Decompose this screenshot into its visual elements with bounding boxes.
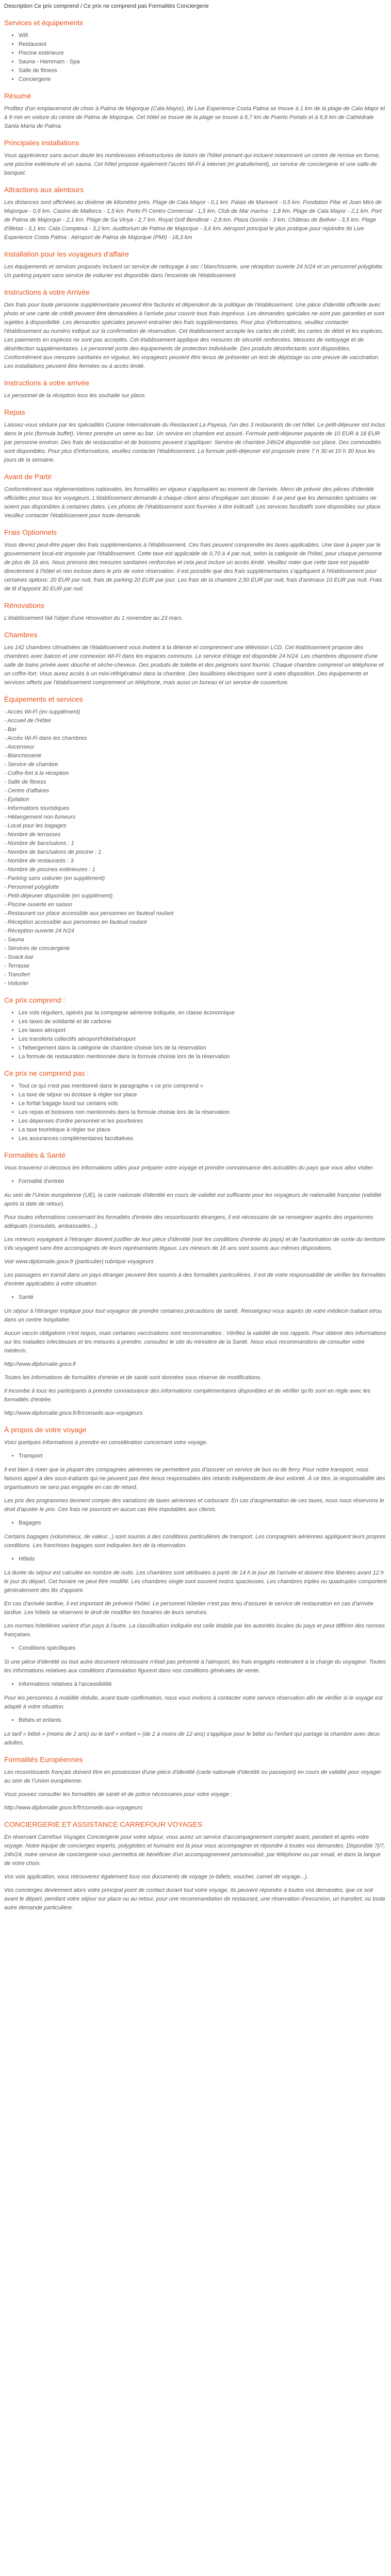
formalite-subtitle: • Formalité d'entrée [19, 1177, 387, 1186]
source-text: Voir www.diplomatie.gouv.fr (particulier) rubrique voyageurs [4, 1259, 154, 1265]
formalite-etr-text: Pour toutes informations concernant les formalités d'entrée des ressortissants étrangers, il est nécessaire de se renseigner auprès des organismes adéquats (consulats, ambassades...). [4, 1214, 373, 1229]
list-item: • La formule de restauration mentionnée dans la formule choisie lors de la réservation [19, 1053, 387, 1061]
sante-text: Un séjour à l'étranger implique pour tout voyageur de prendre certaines précautions de santé. Renseignez-vous auprès de votre médecin traitant et/ou dans un centre hospitalier. [4, 1308, 382, 1323]
transport-subtitle: • Transport [19, 1452, 387, 1461]
list-item: • Les vols réguliers, opérés par la compagnie aérienne indiquée, en classe économique [19, 1009, 387, 1018]
renovations-title: Rénovations [4, 601, 44, 609]
hotels-text2: En cas d'arrivée tardive, il est important de prévenir l'hôtel. Le personnel hôtelier n'est pas tenu d'assurer le service de restauration en cas d'arrivée tardive. Les hôtels se réservent le droit de modifier les horaires de leurs services. [4, 1601, 374, 1616]
prix-exclus-title: Ce prix ne comprend pas : [4, 1069, 89, 1077]
formalite-subtitle-list [4, 1177, 387, 1186]
prix-inclus-list [4, 1009, 387, 1061]
list-item: • La taxe touristique à régler sur place [19, 1126, 387, 1134]
resume-title: Résumé [4, 92, 31, 100]
formalite-eu-link[interactable]: http://www.diplomatie.gouv.fr/fr/conseils-aux-voyageurs [4, 1805, 143, 1811]
list-item: • Les taxes aéroport [19, 1026, 387, 1035]
passager-text: Les passagers en transit dans un pays étranger peuvent être soumis à des formalités particulières. Il est de votre responsabilité de vérifier les formalités d'entrée applicables à votre situation. [4, 1272, 386, 1287]
chambres-title: Chambres [4, 631, 38, 639]
frais-optionnels-title: Frais Optionnels [4, 528, 57, 536]
list-item: • La taxe de séjour ou écotaxe à régler sur place [19, 1091, 387, 1099]
formalites-intro: Vous trouverez ci-dessous les informations utiles pour préparer votre voyage et prendre connaissance des actualités du pays que vous allez visiter. [4, 1165, 374, 1171]
avant-title: Avant de Partir [4, 472, 52, 481]
equipements-title: Équipements et services [4, 695, 83, 703]
concierge-text3: Vos concierges deviennent alors votre principal point de contact durant tout votre voyage. Ils peuvent répondre à toutes vos demandes, que ce soit avant le départ, pendant votre séjour sur place ou au retour, pour une recommandation de restaurant, une réservation d'excursion, un transfert, ou toute autre demande particulière. [4, 1887, 385, 1911]
installation-title: Installation pour les voyageurs d'affaire [4, 250, 129, 258]
service-item: • Sauna - Hammam - Spa [19, 58, 387, 66]
prix-exclus-list [4, 1082, 387, 1143]
instructions-note: Le personnel de la réception tous les souhaite sur place. [4, 393, 146, 399]
hotels-text3: Les normes hôtelières varient d'un pays à l'autre. La classification indiquée est celle établie par les autorités locales du pays et peut différer des normes françaises. [4, 1623, 385, 1638]
conditions-text: Si une pièce d'identité ou tout autre document nécessaire n'était pas présenté à l'aéroport, les frais engagés resteraient à la charge du voyageur. Toutes les informations relatives aux conditions d'annulation figurent dans nos conditions générales de vente. [4, 1659, 386, 1674]
conditions-subtitle: • Conditions spécifiques [19, 1644, 387, 1653]
repas-text: Laissez-vous séduire par les spécialités Cuisine Internationale du Restaurant La Payesa, l'un des 3 restaurants de cet hôtel. Le petit-déjeuner est inclus dans le prix (formule buffet). Venez prendre un verre au bar. Un service en chambre est assuré. Formule petit-déjeuner payante de 10 EUR à 18 EUR par personne environ. Des frais de restauration et de boissons peuvent s'appliquer. Service de chambre 24h/24 disponible sur place. Des commodités sont disponibles. Pour plus d'informations, veuillez contacter l'établissement. La formule petit-déjeuner est proposée entre 7 h 30 et 10 h 30 tous les jours de la semaine. [4, 422, 385, 463]
bebes-text: Le tarif « bébé » (moins de 2 ans) ou le tarif « enfant » (de 2 à moins de 12 ans) s'applique pour le bébé ou l'enfant qui partage la chambre avec deux adultes. [4, 1731, 380, 1746]
formalites-title: Formalités & Santé [4, 1151, 66, 1159]
instructions-note-title: Instructions à votre arrivée [4, 379, 89, 387]
services-list [4, 31, 387, 84]
principales-text: Vous apprécierez sans aucun doute les nombreuses infrastructures de loisirs de l'hôtel prenant qui incluent notamment un centre de remise en forme, une piscine extérieure et un sauna. Cet hôtel propose également l'accès Wi-Fi à internet (et gratuitement), un service de conciergerie et une salle de banquet. [4, 152, 380, 176]
mineurs-text: Les mineurs voyageant à l'étranger doivent justifier de leur pièce d'identité (voir les conditions d'entrée du pays) et de l'autorisation de sortie du territoire s'ils voyagent sans être accompagnés de leurs représentants légaux. Les mineurs de 16 ans sont soumis aux mêmes dispositions. [4, 1236, 385, 1251]
apropos-title: À propos de votre voyage [4, 1426, 87, 1434]
service-item: • Wifi [19, 31, 387, 40]
concierge-title: CONCIERGERIE ET ASSISTANCE CARREFOUR VOYAGES [4, 1820, 203, 1828]
sante-link[interactable]: http://www.diplomatie.gouv.fr [4, 1361, 76, 1367]
bagages-subtitle: • Bagages [19, 1519, 387, 1528]
concierge-text2: Vos voix application, vous retrouverez également tous vos documents de voyage (e-billets, voucher, carnet de voyage...). [4, 1874, 308, 1880]
infos-text: Pour les personnes à mobilité réduite, avant toute confirmation, nous vous invitons à contacter notre service réservation afin de vérifier si le voyage est adapté à votre situation. [4, 1695, 383, 1710]
service-item: • Restaurant [19, 40, 387, 49]
conditions-subtitle-list [4, 1644, 387, 1653]
equipements-list: - Accès Wi-Fi (en supplément) - Accueil de l'Hôtel - Bar - Accès Wi-Fi dans les chambres - Ascenseur - Blanchisserie - Service de chambre - Coffre-fort à la réception - Salle de fitness - Centre d'affaires - Épilation - Informations touristiques - Hébergement non-fumeurs - Local pour les bagages - Nombre de terrasses - Nombre de bars/salons : 1 - Nombre de bars/salons de piscine : 1 - Nombre de restaurants : 3 - Nombre de piscines extérieures : 1 - Parking sans voiturier (en supplément) - Personnel polyglotte - Petit-déjeuner disponible (en supplément) - Piscine ouverte en saison - Restaurant sur place accessible aux personnes en fauteuil roulant - Réception accessible aux personnes en fauteuil roulant - Réception ouverte 24 h/24 - Sauna - Services de conciergerie - Snack-bar - Terrasse - Transfert - Voiturier [4, 709, 174, 987]
bebes-subtitle: • Bébés et enfants [19, 1716, 387, 1725]
formalite-nat-text: Au sein de l'Union européenne (UE), la carte nationale d'identité en cours de validité est suffisante pour les voyageurs de nationalité française (validité après la date de retour). [4, 1192, 382, 1207]
bagages-subtitle-list [4, 1519, 387, 1528]
formalites-eu-title: Formalités Européennes [4, 1755, 83, 1764]
conseils-text2: Il incombe à tous les participants à prendre connaissance des informations complémentaires disponibles et de vérifier qu'ils sont en règle avec les formalités d'entrée. [4, 1388, 371, 1403]
services-title: Services et équipements [4, 19, 84, 27]
service-item: • Salle de fitness [19, 66, 387, 75]
formalite-eu-text: Les ressortissants français doivent être en possession d'une pièce d'identité (carte nationale d'identité ou passeport) en cours de validité pour voyager au sein de l'Union européenne. [4, 1769, 381, 1784]
apropos-intro: Voici quelques informations à prendre en considération concernant votre voyage. [4, 1439, 208, 1446]
attractions-text: Les distances sont affichées au dixième de kilomètre près. Plage de Cala Mayor - 0,1 km. Palais de Marivent - 0,5 km. Fondation Pilar et Joan Miró de Majorque - 0,6 km. Casino de Mallorca - 1,5 km. Porto Pi Centro Comercial - 1,5 km. Club de Mar marina - 1,8 km. Plage de Cala Mayor - 2,1 km. Port de Palma de Majorque - 2,1 km. Plage de Sa Vinya - 2,7 km. Royal Golf Bendinat - 2,8 km. Plaza Gomila - 3 km. Château de Bellver - 3,5 km. Plage d'Illetas - 3,1 km. Cala Comptesa - 3,2 km. Auditorium de Palma de Majorque - 3,6 km. Aéroport principal le plus pratique pour rejoindre Ibi Live Experience Costa Palma : Aéroport de Palma de Majorque (PMI) - 18,3 km [4, 199, 382, 241]
sante-subtitle: • Santé [19, 1293, 387, 1302]
principales-title: Principales installations [4, 139, 79, 147]
list-item: • Les transferts collectifs aéroport/hôtel/aéroport [19, 1035, 387, 1044]
section-nav: Description Ce prix comprend / Ce prix ne comprend pas Formalités Conciergerie [4, 3, 209, 9]
formalite-eu-text2: Vous pouvez consulter les formalités de santé et de police nécessaires pour votre voyage : [4, 1791, 233, 1798]
concierge-text: En réservant Carrefour Voyages Conciergerie pour votre séjour, vous aurez un service d'accompagnement complet avant, pendant et après votre voyage. Notre équipe de concierges experts, polyglottes et humains est là pour vous accompagner et répondre à toutes vos demandes. Disponible 7j/7, 24h/24, notre service de conciergerie vous permettra de bénéficier d'un accompagnement personnalisé, par téléphone ou par email, et dans la langue de votre choix. [4, 1834, 385, 1867]
resume-text: Profitez d'un emplacement de choix à Palma de Majorque (Cala Mayor), Ibi Live Experience Costa Palma se trouve à 1 km de la plage de Cala Major et à 9 min en voiture du centre de Palma de Majorque. Cet hôtel se trouve de la plage se trouve à 6,7 km de Puerto Portals et à 6,8 km de Cathédrale Santa María de Palma. [4, 106, 385, 129]
installation-text: Les équipements et services proposés incluent un service de nettoyage à sec / blanchisserie, une réception ouverte 24 h/24 et un personnel polyglotte. Un parking payant sans service de voiturier est disponible dans l'enceinte de l'établissement. [4, 264, 384, 279]
transport-text2: Les prix des programmes tiennent compte des variations de taxes aériennes et carburant. En cas d'augmentation de ces taxes, nous nous réservons le droit d'ajuster le prix. Ces frais ne pourront en aucun cas être imputables aux clients. [4, 1498, 384, 1513]
list-item: • Les dépenses d'ordre personnel et les pourboires [19, 1117, 387, 1126]
list-item: • Les taxes de solidarité et de carbone [19, 1018, 387, 1026]
frais-optionnels-text: Vous devrez peut-être payer des frais supplémentaires à l'établissement. Ces frais peuvent comprendre les taxes applicables. Une taxe à payer par le gouvernement local est imposée par l'établissement. Cette taxe est applicable de 0,70 à 4 par nuit, selon la catégorie de l'hôtel, pour chaque personne de plus de 16 ans. Nous prenons des mesures sanitaires renforcées et cela peut inclure un accès limité. Veuillez noter que cette taxe est payable directement à l'hôtel et non incluse dans le prix de votre réservation. Il est possible que des frais supplémentaires s'appliquent à l'établissement pour certaines options: 20 EUR par nuit, frais de parking 20 EUR par jour. Les frais de la chambre 2,50 EUR par nuit, frais d'animaux 10 EUR par nuit. Frais de lit d'appoint 30 EUR par nuit. [4, 542, 382, 592]
infos-subtitle: • Informations relatives à l'accessibilité [19, 1680, 387, 1689]
repas-title: Repas [4, 408, 25, 416]
attractions-title: Attractions aux alentours [4, 185, 84, 194]
bebes-subtitle-list [4, 1716, 387, 1725]
list-item: • Tout ce qui n'est pas mentionné dans le paragraphe « ce prix comprend » [19, 1082, 387, 1091]
sante-subtitle-list [4, 1293, 387, 1302]
list-item: • Les repas et boissons non mentionnés dans la formule choisie lors de la réservation [19, 1108, 387, 1117]
service-item: • Conciergerie [19, 75, 387, 84]
conseils-link[interactable]: http://www.diplomatie.gouv.fr/fr/conseils-aux-voyageurs [4, 1410, 143, 1416]
hotels-subtitle: • Hôtels [19, 1555, 387, 1564]
transport-subtitle-list [4, 1452, 387, 1461]
instructions-title: Instructions à votre Arrivée [4, 288, 90, 296]
transport-text: Il est bien à noter que la plupart des compagnies aériennes ne permettent pas d'assurer un service de bus ou de ferry. Pour notre transport, nous faisons appel à des sous-traitants qui ne peuvent pas être tenus responsables des retards indépendants de leur volonté. À ce titre, la responsabilité des organisateurs ne sera pas engagée en cas de retard. [4, 1467, 385, 1490]
hotels-text: La durée du séjour est calculée en nombre de nuits. Les chambres sont attribuées à partir de 14 h le jour de l'arrivée et doivent être libérées avant 12 h le jour du départ. Cet horaire ne peut être modifié. Les chambres single sont souvent moins spacieuses. Les chambres triples ou quadruples comportent généralement des lits d'appoint. [4, 1570, 387, 1594]
conseils-text: Toutes les informations de formalités d'entrée et de santé sont données sous réserve de modifications. [4, 1375, 262, 1381]
avant-text: Conformément aux réglementations nationales, les formalités en vigueur s'appliquent au moment de l'arrivée. Merci de prévoir des pièces d'identité officielles pour tous les voyageurs. L'établissement demande à chaque client ainsi d'expliquer son dossier. Il se peut que les demandes spéciales ne soient pas disponibles à certaines dates. Les photos de l'établissement sont fournies à titre indicatif. Les services facultatifs sont disponibles sur place. Veuillez contacter l'établissement pour toute demande. [4, 486, 382, 519]
list-item: • Le forfait bagage lourd sur certains vols [19, 1099, 387, 1108]
list-item: • Les assurances complémentaires facultatives [19, 1134, 387, 1143]
bagages-text: Certains bagages (volumineux, de valeur...) sont soumis à des conditions particulières de transport. Les compagnies aériennes appliquent leurs propres conditions. Les franchises bagages sont indiquées lors de la réservation. [4, 1534, 386, 1549]
instructions-text: Des frais pour toute personne supplémentaire peuvent être facturés et dépendent de la politique de l'établissement. Une pièce d'identité officielle avec photo et une carte de crédit peuvent être demandées à l'arrivée pour couvrir tous frais imprévus. Les demandes spéciales ne sont pas garanties et sont sujettes à disponibilité. Les demandes spéciales peuvent entraîner des frais supplémentaires. Pour plus d'informations, veuillez contacter l'établissement au numéro indiqué sur la confirmation de réservation. Cet établissement accepte les cartes de crédit, les cartes de débit et les espèces. Les paiements en espèces ne sont pas acceptés. Cet établissement applique des mesures de sécurité renforcées. Mesures de nettoyage et de désinfection supplémentaires. Le personnel porte des équipements de protection individuelle. Des produits désinfectants sont disponibles. Conformément aux mesures sanitaires en vigueur, les voyageurs peuvent être tenus de présenter un test de dépistage ou une preuve de vaccination. Les installations peuvent être fermées ou à accès limité. [4, 302, 385, 369]
sante-text2: Aucun vaccin obligatoire n'est requis, mais certaines vaccinations sont recommandées : Vérifiez la validité de vos rappels. Pour obtenir des informations sur les maladies infectieuses et les mesures à prendre, consultez le site du ministère de la Santé. Nous vous recommandons de consulter votre médecin. [4, 1330, 386, 1354]
chambres-text: Les 142 chambres climatisées de l'établissement vous invitent à la détente et comprennent une télévision LCD. Cet établissement propose des chambres avec balcon et une connexion Wi-Fi dans les espaces communs. Le service d'étage est disponible 24 h/24. Les chambres disposent d'une salle de bains privée avec douche et sèche-cheveux. Des produits de toilette et des peignoirs sont fournis. Chaque chambre comprend un téléphone et un coffre-fort. Vous aurez accès à un mini-réfrigérateur dans la chambre. Des bouilloires électriques sont à votre disposition. Des équipements et services offerts par l'établissement comprennent un téléphone, mais aussi un bureau et un service de couverture. [4, 645, 384, 686]
list-item: • L'hébergement dans la catégorie de chambre choisie lors de la réservation [19, 1044, 387, 1053]
hotels-subtitle-list [4, 1555, 387, 1564]
service-item: • Piscine extérieure [19, 49, 387, 58]
prix-inclus-title: Ce prix comprend : [4, 996, 66, 1004]
infos-subtitle-list [4, 1680, 387, 1689]
renovations-text: L'établissement fait l'objet d'une rénovation du 1 novembre au 23 mars. [4, 615, 183, 621]
